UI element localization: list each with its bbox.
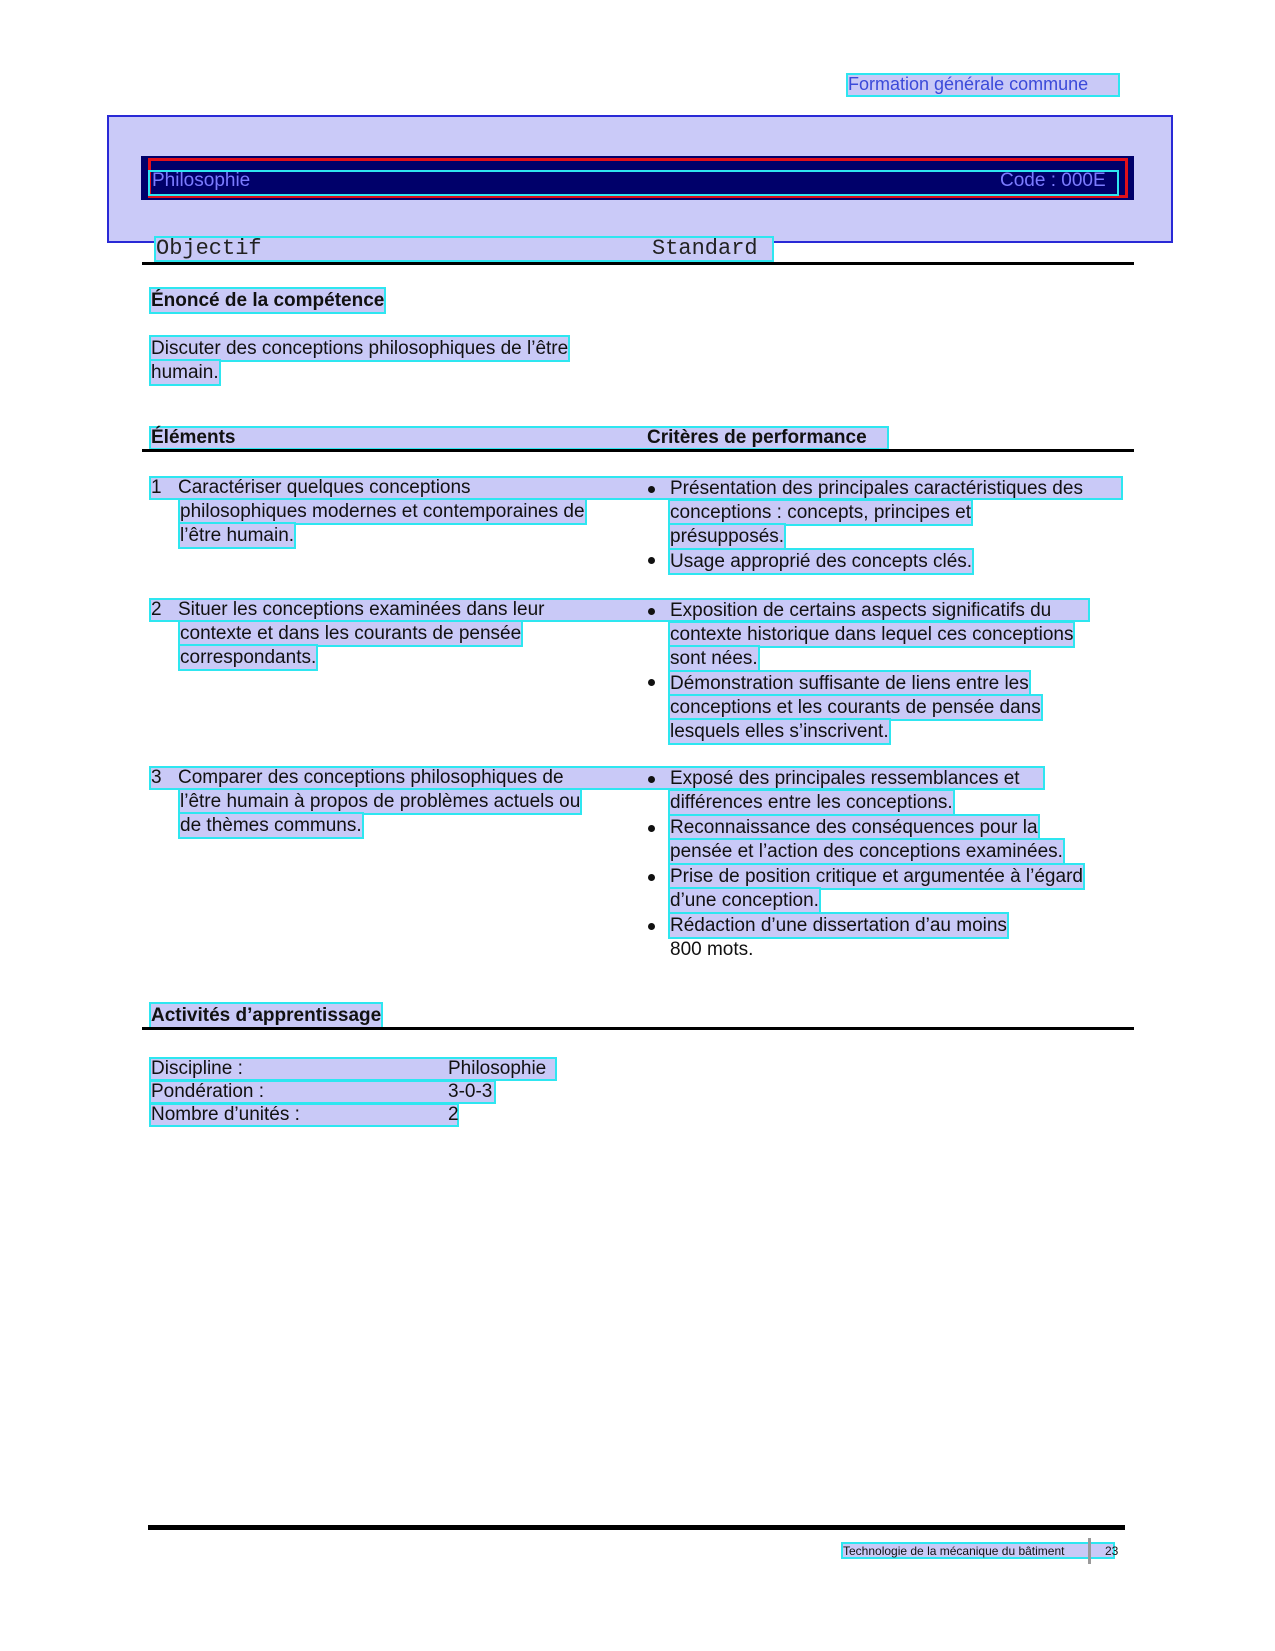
criterion-3d-line-1: Rédaction d’une dissertation d’au moins [670, 915, 1007, 936]
elements-heading: Éléments [151, 427, 236, 448]
units-value: 2 [448, 1104, 459, 1125]
objective-rule [142, 262, 1134, 265]
activities-heading: Activités d’apprentissage [151, 1005, 382, 1026]
criterion-2a-line-2: contexte historique dans lequel ces conceptions [670, 624, 1074, 645]
footer-program-title: Technologie de la mécanique du bâtiment [843, 1544, 1065, 1558]
code-label: Code : [1000, 170, 1056, 191]
bullet-icon [648, 825, 655, 832]
element-3-number: 3 [151, 767, 162, 788]
element-1-number: 1 [151, 477, 162, 498]
criterion-3c-line-1: Prise de position critique et argumentée à l’égard [670, 866, 1083, 887]
footer-separator [1088, 1538, 1091, 1564]
criterion-2a-line-1: Exposition de certains aspects significatifs du [670, 600, 1052, 621]
criterion-3a-line-2: différences entre les conceptions. [670, 792, 953, 813]
criterion-2b-line-2: conceptions et les courants de pensée dans [670, 697, 1041, 718]
title-strip [150, 172, 1117, 194]
code-value: 000E [1061, 170, 1106, 191]
units-label: Nombre d’unités : [151, 1104, 300, 1125]
criterion-3b-line-1: Reconnaissance des conséquences pour la [670, 817, 1038, 838]
bullet-icon [648, 874, 655, 881]
bullet-icon [648, 608, 655, 615]
criterion-3a-line-1: Exposé des principales ressemblances et [670, 768, 1020, 789]
table-header-rule [142, 449, 1134, 452]
element-3-line-2: l’être humain à propos de problèmes actuels ou [180, 791, 581, 812]
competence-line-2: humain. [151, 362, 219, 383]
criterion-3c-line-2: d’une conception. [670, 890, 819, 911]
criterion-2b-line-3: lesquels elles s’inscrivent. [670, 721, 889, 742]
criterion-1a-line-2: conceptions : concepts, principes et [670, 502, 972, 523]
document-series-label: Formation générale commune [848, 74, 1089, 94]
element-3-line-3: de thèmes communs. [180, 815, 362, 836]
criterion-2b-line-1: Démonstration suffisante de liens entre les [670, 673, 1029, 694]
bullet-icon [648, 776, 655, 783]
element-2-number: 2 [151, 599, 162, 620]
element-2-line-1: Situer les conceptions examinées dans leur [178, 599, 545, 620]
discipline-label: Discipline : [151, 1058, 243, 1079]
page-number: 23 [1105, 1544, 1119, 1558]
course-title: Philosophie [152, 170, 251, 191]
criterion-2a-line-3: sont nées. [670, 648, 758, 669]
criteria-heading: Critères de performance [647, 427, 867, 448]
element-3-line-1: Comparer des conceptions philosophiques de [178, 767, 564, 788]
element-1-line-3: l’être humain. [180, 525, 295, 546]
course-code [1000, 170, 1106, 192]
bullet-icon [648, 557, 655, 564]
bullet-icon [648, 923, 655, 930]
discipline-value: Philosophie [448, 1058, 547, 1079]
ponderation-value: 3-0-3 [448, 1081, 493, 1102]
criterion-1a-line-3: présupposés. [670, 526, 785, 547]
element-1-line-2: philosophiques modernes et contemporaines de [180, 501, 585, 522]
competence-line-1: Discuter des conceptions philosophiques de l’être [151, 338, 569, 359]
footer-rule [148, 1525, 1125, 1530]
criterion-1a-line-1: Présentation des principales caractéristiques des [670, 478, 1083, 499]
ponderation-label: Pondération : [151, 1081, 265, 1102]
element-2-line-2: contexte et dans les courants de pensée [180, 623, 522, 644]
standard-label: Standard [652, 236, 758, 261]
element-2-line-3: correspondants. [180, 647, 317, 668]
criterion-1b-line-1: Usage approprié des concepts clés. [670, 551, 973, 572]
objectif-label: Objectif [156, 236, 262, 261]
criterion-3b-line-2: pensée et l’action des conceptions examinées. [670, 841, 1063, 862]
element-1-line-1: Caractériser quelques conceptions [178, 477, 471, 498]
competence-heading: Énoncé de la compétence [151, 290, 385, 311]
criterion-3d-line-2: 800 mots. [670, 939, 754, 960]
bullet-icon [648, 486, 655, 493]
bullet-icon [648, 679, 655, 686]
activities-rule [142, 1027, 1134, 1030]
